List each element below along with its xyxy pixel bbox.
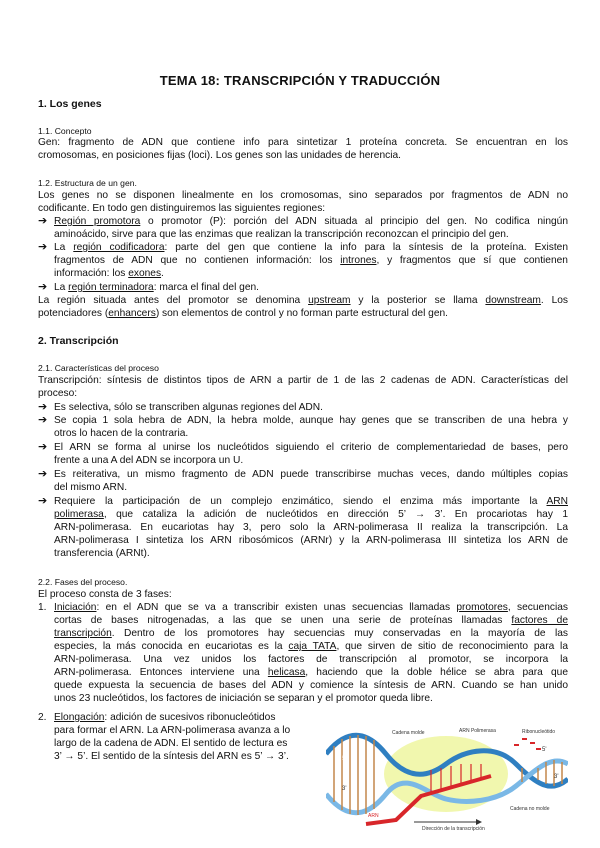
arrow-bullet-icon: ➔ — [38, 241, 48, 253]
paragraph-line: Gen: fragmento de ADN que contiene info para sintetizar 1 proteína concreta. Se encuentran en los — [38, 137, 568, 148]
bullet-text: o promotor (P): porción del ADN situada al principio del gen. No codifica ningún — [140, 216, 568, 227]
bullet-text: , que cataliza la adición de nucleótidos en dirección 5’ → 3’. En procariotas hay 1 — [103, 509, 568, 520]
arrow-bullet-icon: ➔ — [38, 468, 48, 480]
bullet-line: transferencia (ARNt). — [54, 548, 150, 559]
paragraph-text: potenciadores ( — [38, 308, 109, 319]
list-text: , que sirven de sitio de reconocimiento para la — [336, 641, 568, 652]
term-upstream: upstream — [308, 295, 351, 306]
list-text: . Dentro de los promotores hay secuencias muy conservadas en la mayoría de las — [111, 628, 568, 639]
paragraph-line — [38, 307, 448, 320]
bullet-line: frente a una A del ADN se incorpora un U. — [54, 455, 244, 466]
paragraph-line: Los genes no se disponen linealmente en los cromosomas, sino separados por fragmentos de ADN no — [38, 190, 568, 201]
term-factores: factores de — [511, 615, 569, 626]
subheading-estructura: 1.2. Estructura de un gen. — [38, 178, 137, 188]
bullet-line — [54, 241, 568, 254]
bullet-text: Requiere la participación de un complejo enzimático, siendo el enzima más importante la — [54, 496, 547, 507]
arrow-bullet-icon: ➔ — [38, 414, 48, 426]
list-text: cortas de bases nitrogenadas, a las que se unen una serie de proteínas llamadas — [54, 615, 512, 626]
paragraph-line: codificante. En todo gen distinguiremos las siguientes regiones: — [38, 203, 326, 214]
term-exones: exones — [128, 268, 162, 279]
bullet-line: Se copia 1 sola hebra de ADN, la hebra molde, aunque hay genes que se transcriben de una hebra y — [54, 415, 568, 426]
label-five-prime-right: 5' — [542, 747, 547, 753]
bullet-line — [54, 267, 164, 280]
subheading-concepto: 1.1. Concepto — [38, 126, 92, 136]
term-region-promotora: Región promotora — [54, 216, 141, 227]
list-number: 1. — [38, 602, 47, 613]
bullet-text: . — [161, 268, 164, 279]
label-arn: ARN — [368, 813, 379, 819]
paragraph-text: ) son elementos de control y no forman parte estructural del gen. — [155, 308, 449, 319]
list-text: , haciendo que la doble hélice se abra para que — [305, 667, 568, 678]
term-enhancers: enhancers — [108, 308, 156, 319]
term-intrones: intrones — [340, 255, 377, 266]
label-direccion: Dirección de la transcripción — [422, 826, 485, 832]
bullet-line: aminoácido, sirve para que las enzimas que realizan la transcripción reconozcan el principio del gen. — [54, 229, 509, 240]
list-line — [54, 601, 568, 614]
label-three-prime-right: 3' — [554, 774, 559, 780]
list-text: , secuencias — [507, 602, 568, 613]
paragraph-line: El proceso consta de 3 fases: — [38, 589, 172, 600]
label-cadena-molde: Cadena molde — [392, 730, 425, 736]
term-region-codificadora: región codificadora — [73, 242, 165, 253]
term-polimerasa: polimerasa — [54, 509, 104, 520]
term-elongacion: Elongación — [54, 712, 105, 723]
list-text: : en el ADN que se va a transcribir existen unas secuencias llamadas — [96, 602, 457, 613]
free-ribonucleotides — [514, 738, 541, 750]
paragraph-text: La región situada antes del promotor se denomina — [38, 295, 309, 306]
page-title: TEMA 18: TRANSCRIPCIÓN Y TRADUCCIÓN — [159, 73, 441, 88]
bullet-line — [54, 495, 568, 508]
list-line — [54, 627, 568, 640]
label-arn-polimerasa: ARN Polimerasa — [459, 728, 496, 734]
list-line: para formar el ARN. La ARN-polimerasa avanza a lo — [54, 725, 291, 736]
list-line — [54, 614, 568, 627]
arrow-bullet-icon: ➔ — [38, 495, 48, 507]
list-line: quede expuesta la secuencia de bases del ADN y comience la síntesis de ARN. Cuando se han unido — [54, 680, 568, 691]
arrow-bullet-icon: ➔ — [38, 281, 48, 293]
bullet-line: otros lo hacen de la contraria. — [54, 428, 189, 439]
bullet-line — [54, 215, 568, 228]
list-line: unos 23 nucleótidos, los factores de iniciación se separan y el promotor queda libre. — [54, 693, 433, 704]
direction-arrow-icon — [476, 819, 482, 825]
term-iniciacion: Iniciación — [54, 602, 97, 613]
label-ribonucleotido: Ribonucleótido — [522, 729, 556, 735]
arrow-bullet-icon: ➔ — [38, 441, 48, 453]
bullet-text: : parte del gen que contiene la info para la síntesis de la proteína. Existen — [164, 242, 568, 253]
bullet-text: La — [54, 282, 69, 293]
bullet-line — [54, 281, 259, 294]
bullet-text: , y fragmentos que sí que contienen — [376, 255, 568, 266]
bullet-text: La — [54, 242, 74, 253]
paragraph-line: Transcripción: síntesis de distintos tipos de ARN a partir de 1 de las 2 cadenas de ADN. Características del — [38, 375, 568, 386]
paragraph-text: . Los — [540, 295, 569, 306]
list-line: 3’ → 5’. El sentido de la síntesis del ARN es 5’ → 3’. — [54, 751, 289, 762]
paragraph-line: proceso: — [38, 388, 78, 399]
list-line — [54, 666, 568, 679]
label-cadena-no-molde: Cadena no molde — [510, 806, 550, 812]
term-region-terminadora: región terminadora — [68, 282, 154, 293]
label-three-prime-left: 3' — [342, 786, 347, 792]
term-caja-tata: caja TATA — [288, 641, 337, 652]
subheading-fases: 2.2. Fases del proceso. — [38, 577, 128, 587]
list-line: ARN-polimerasa. Una vez unidos los factores de transcripción al promotor, se incorpora la — [54, 654, 568, 665]
arrow-bullet-icon: ➔ — [38, 401, 48, 413]
list-line: largo de la cadena de ADN. El sentido de lectura es — [54, 738, 288, 749]
bullet-line: ARN-polimerasa I sintetiza los ARN ribosómicos (ARNr) y la ARN-polimerasa III sintetiza los ARN de — [54, 535, 568, 546]
transcription-diagram — [326, 724, 568, 832]
bullet-line — [54, 254, 568, 267]
label-five-prime-left: 5' — [342, 756, 347, 762]
term-arn: ARN — [546, 496, 568, 507]
list-number: 2. — [38, 712, 47, 723]
list-text: especies, la más conocida en eucariotas es la — [54, 641, 289, 652]
bullet-line: del mismo ARN. — [54, 482, 128, 493]
term-transcripcion: transcripción — [54, 628, 112, 639]
bullet-line: El ARN se forma al unirse los nucleótidos siguiendo el criterio de complementariedad de bases, pero — [54, 442, 568, 453]
list-text: ARN-polimerasa. Entonces interviene una — [54, 667, 268, 678]
section-heading-genes: 1. Los genes — [38, 98, 102, 110]
paragraph-line — [38, 294, 568, 307]
paragraph-line: cromosomas, en posiciones fijas (loci). Los genes son las unidades de herencia. — [38, 150, 401, 161]
term-promotores: promotores — [456, 602, 508, 613]
subheading-caracteristicas: 2.1. Características del proceso — [38, 363, 159, 373]
term-helicasa: helicasa — [267, 667, 306, 678]
bullet-text: fragmentos de ADN que no contienen información: los — [54, 255, 341, 266]
bullet-line: Es reiterativa, un mismo fragmento de ADN puede transcribirse muchas veces, dando múltiples copias — [54, 469, 568, 480]
bullet-line: ARN-polimerasa. En eucariotas hay 3, pero solo la ARN-polimerasa II realiza la transcripción. La — [54, 522, 568, 533]
bullet-text: : marca el final del gen. — [153, 282, 260, 293]
bullet-line — [54, 508, 568, 521]
bullet-text: información: los — [54, 268, 129, 279]
arrow-bullet-icon: ➔ — [38, 215, 48, 227]
term-downstream: downstream — [485, 295, 541, 306]
paragraph-text: y la posterior se llama — [350, 295, 486, 306]
list-line — [54, 711, 275, 724]
bullet-line: Es selectiva, sólo se transcriben algunas regiones del ADN. — [54, 402, 323, 413]
list-line — [54, 640, 568, 653]
list-text: : adición de sucesivos ribonucleótidos — [104, 712, 276, 723]
section-heading-transcripcion: 2. Transcripción — [38, 335, 119, 347]
